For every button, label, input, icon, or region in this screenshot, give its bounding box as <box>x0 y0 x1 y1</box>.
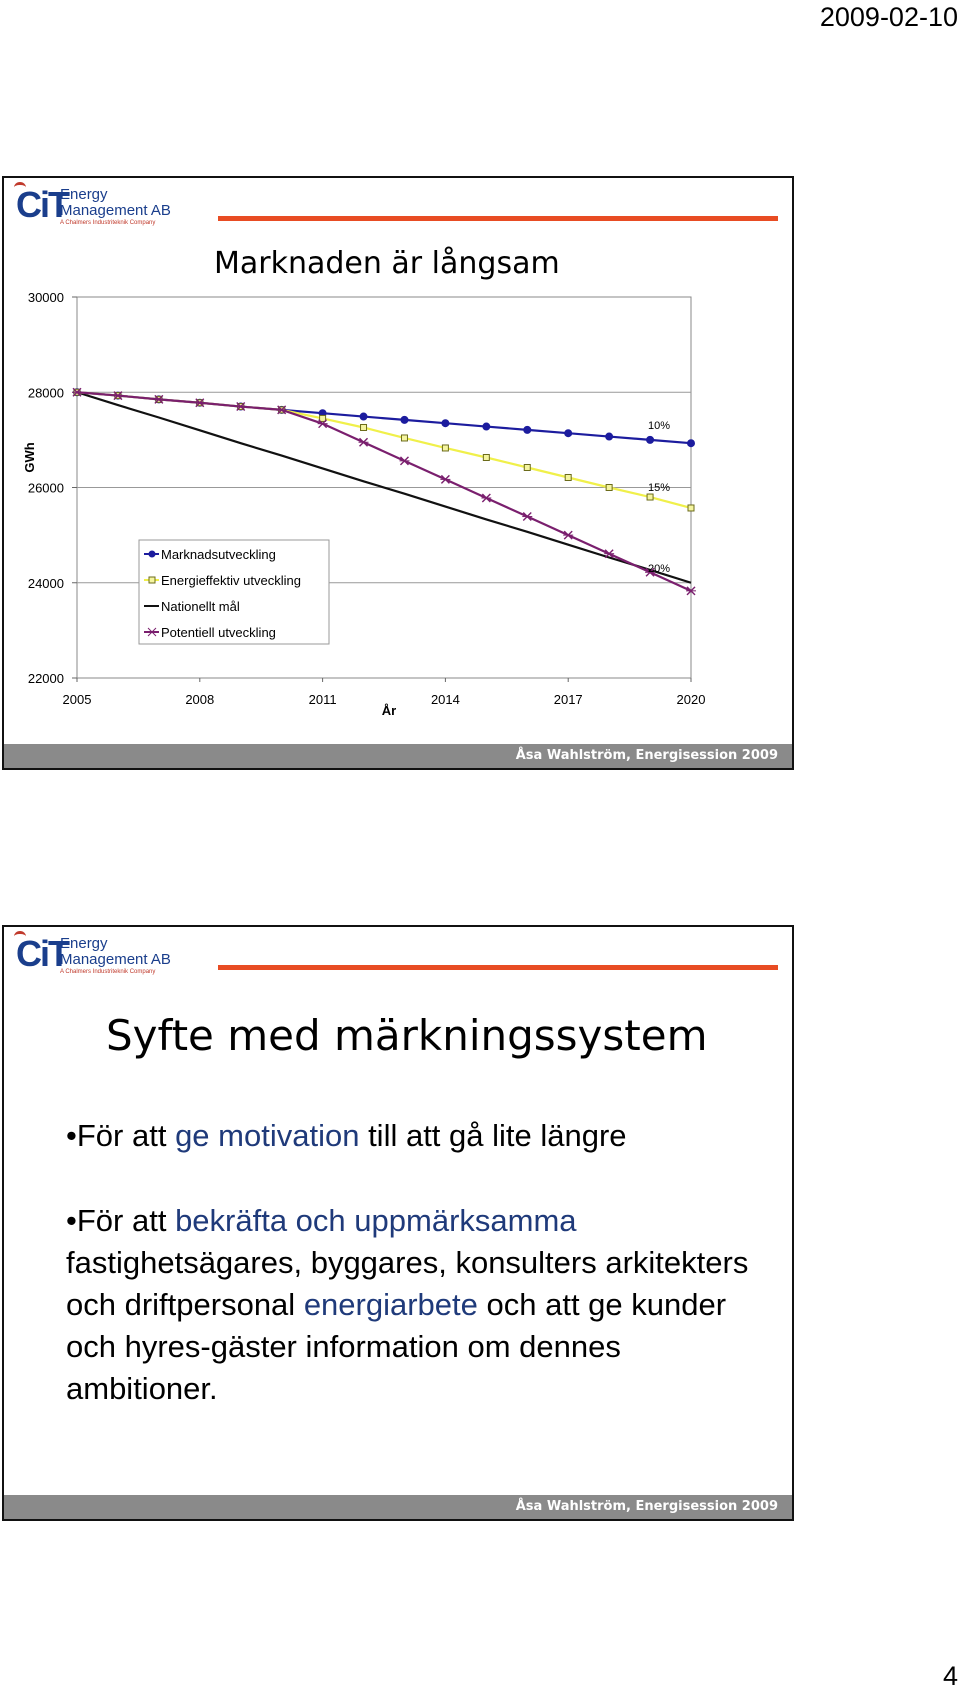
slide-title: Marknaden är långsam <box>214 246 560 281</box>
data-point <box>442 420 449 427</box>
bullet-mark: • <box>66 1118 77 1153</box>
bullet-highlight: energiarbete <box>303 1287 478 1322</box>
legend-label: Potentiell utveckling <box>161 625 276 640</box>
data-point <box>524 426 531 433</box>
logo-mark: CiT <box>16 933 68 974</box>
data-point <box>565 474 571 480</box>
page-date: 2009-02-10 <box>819 2 958 32</box>
y-tick-label: 22000 <box>27 671 64 686</box>
line-chart <box>4 178 792 746</box>
bullet-text: och att ge kunder och hyres-gäster information om dennes ambitioner. <box>66 1287 727 1406</box>
cit-logo <box>14 933 182 975</box>
data-point <box>647 436 654 443</box>
bullet-text: till att gå lite längre <box>359 1118 627 1153</box>
x-tick-label: 2005 <box>62 692 92 707</box>
y-tick-label: 24000 <box>27 575 64 591</box>
bullet-highlight: ge motivation <box>175 1118 360 1153</box>
y-tick-label: 28000 <box>27 385 64 401</box>
logo-line2: Management AB <box>60 951 171 968</box>
annotation-label: 20% <box>647 563 671 575</box>
bullet-text: För att <box>76 1203 176 1238</box>
x-tick-label: 2014 <box>430 692 460 707</box>
logo-mark: CiT <box>16 184 68 225</box>
data-point <box>606 485 612 491</box>
slide-purpose <box>2 925 794 1521</box>
data-point <box>442 445 448 451</box>
legend-marker <box>149 551 156 558</box>
annotation-label: 15% <box>647 482 671 494</box>
bullet-motivation <box>66 1115 766 1157</box>
annotation-label: 10% <box>647 420 671 432</box>
slide-footer: Åsa Wahlström, Energisession 2009 <box>4 744 792 768</box>
bullet-text: fastighetsägares, byggares, konsulters arkitekters och driftpersonal <box>66 1245 749 1322</box>
x-tick-label: 2017 <box>553 692 583 707</box>
logo-subtitle: A Chalmers Industriteknik Company <box>60 969 156 975</box>
data-point <box>647 494 653 500</box>
data-point <box>361 424 367 430</box>
y-axis-label: GWh <box>22 442 37 473</box>
legend-label: Nationellt mål <box>161 599 240 614</box>
logo-subtitle: A Chalmers Industriteknik Company <box>60 220 156 226</box>
y-tick-label: 30000 <box>27 290 64 305</box>
slide-market <box>2 176 794 770</box>
x-axis-label: År <box>381 703 397 718</box>
bullet-confirm <box>66 1200 766 1410</box>
data-point <box>483 423 490 430</box>
data-point <box>483 454 489 460</box>
series-line-1 <box>77 392 691 508</box>
bullet-highlight: bekräfta och uppmärksamma <box>175 1203 577 1238</box>
bullet-mark: • <box>66 1203 77 1238</box>
data-point <box>565 430 572 437</box>
legend-marker <box>149 577 155 583</box>
x-tick-label: 2020 <box>676 692 706 707</box>
y-tick-label: 26000 <box>27 480 64 496</box>
data-point <box>688 440 695 447</box>
data-point <box>524 464 530 470</box>
header-accent-bar <box>218 965 778 970</box>
logo-line1: Energy <box>60 935 108 952</box>
x-tick-label: 2008 <box>185 692 215 707</box>
page-number: 4 <box>942 1661 958 1691</box>
data-point <box>320 415 326 421</box>
logo-line2: Management AB <box>60 202 171 219</box>
x-tick-label: 2011 <box>308 692 337 707</box>
data-point <box>688 505 694 511</box>
legend-label: Marknadsutveckling <box>161 547 276 562</box>
bullet-text: För att <box>76 1118 176 1153</box>
legend-label: Energieffektiv utveckling <box>161 573 301 588</box>
data-point <box>606 433 613 440</box>
data-point <box>401 435 407 441</box>
data-point <box>360 413 367 420</box>
slide-footer: Åsa Wahlström, Energisession 2009 <box>4 1495 792 1519</box>
logo-line1: Energy <box>60 186 108 203</box>
slide-title: Syfte med märkningssystem <box>106 1011 708 1060</box>
data-point <box>401 416 408 423</box>
